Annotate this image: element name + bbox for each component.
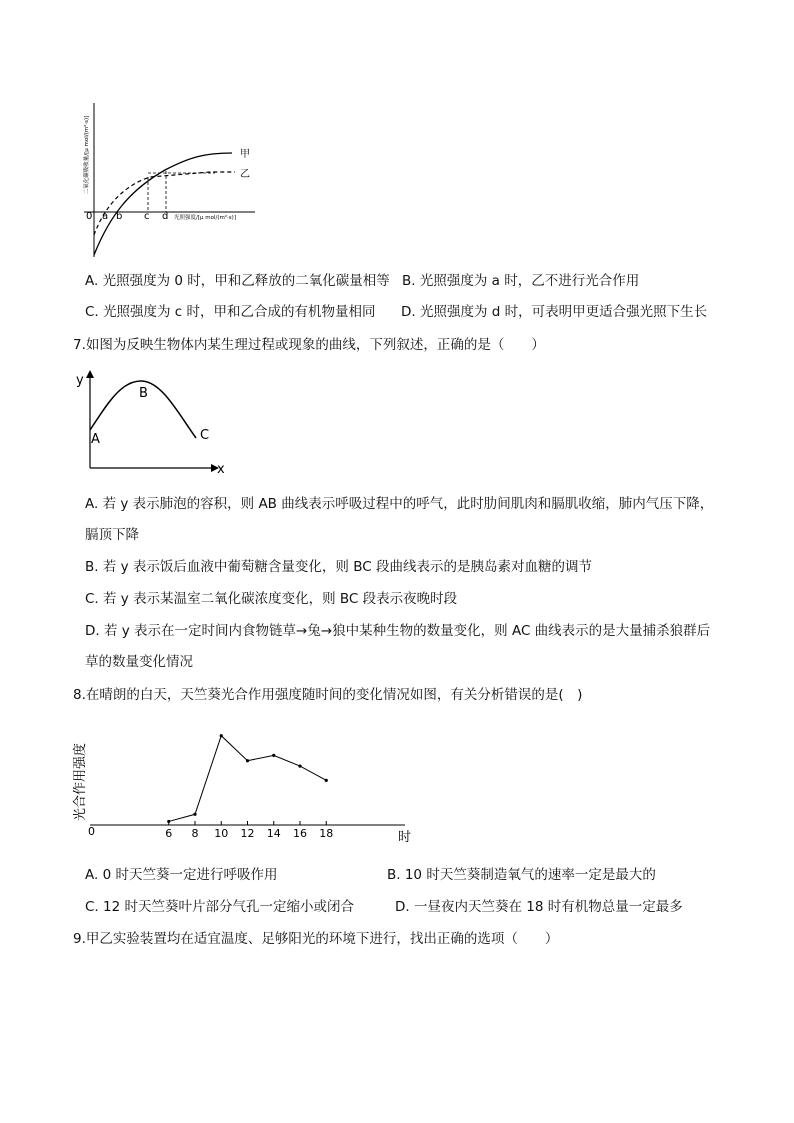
fig6-y-label: 二氧化碳吸收量/[μ mol/(m²·s)] [84, 115, 90, 195]
x-tick-label: 10 [214, 827, 229, 840]
fig8-origin: 0 [88, 825, 95, 838]
q9-stem: 9.甲乙实验装置均在适宜温度、足够阳光的环境下进行，找出正确的选项（ ） [73, 931, 559, 947]
q8-option-d: D. 一昼夜内天竺葵在 18 时有机物总量一定最多 [395, 899, 683, 915]
q8-option-a: A. 0 时天竺葵一定进行呼吸作用 [85, 867, 278, 883]
fig7-point-c: C [200, 428, 210, 443]
data-point [220, 734, 223, 737]
curve-yi [94, 172, 235, 235]
q7-option-d-line1: D. 若 y 表示在一定时间内食物链草→兔→狼中某种生物的数量变化，则 AC 曲线表示的是大量捕杀狼群后 [85, 623, 711, 639]
x-tick-label: 8 [191, 827, 199, 840]
data-point [193, 813, 196, 816]
fig7-point-b: B [139, 386, 148, 401]
x-tick-label: 6 [165, 827, 173, 840]
q7-option-a-line1: A. 若 y 表示肺泡的容积，则 AB 曲线表示呼吸过程中的呼气，此时肋间肌肉和膈肌收缩，肺内气压下降， [85, 496, 714, 512]
q7-option-a-line2: 膈顶下降 [85, 527, 139, 543]
x-tick-label: 16 [293, 827, 307, 840]
curve-jia [94, 153, 232, 255]
q8-option-b: B. 10 时天竺葵制造氧气的速率一定是最大的 [387, 867, 656, 883]
q8-stem: 8.在晴朗的白天，天竺葵光合作用强度随时间的变化情况如图，有关分析错误的是( ) [73, 687, 583, 703]
x-tick-label: 12 [240, 827, 255, 840]
data-point [325, 779, 328, 782]
q8-option-c: C. 12 时天竺葵叶片部分气孔一定缩小或闭合 [85, 899, 354, 915]
q7-stem: 7.如图为反映生物体内某生理过程或现象的曲线，下列叙述，正确的是（ ） [73, 337, 545, 353]
fig6-tick-a: a [102, 211, 109, 222]
fig7-y-label: y [76, 373, 84, 388]
x-tick-label: 18 [319, 827, 334, 840]
fig6-tick-c: c [144, 211, 150, 222]
q7-option-c: C. 若 y 表示某温室二氧化碳浓度变化，则 BC 段表示夜晚时段 [85, 591, 458, 607]
fig6-x-label: 光照强度/[μ mol/(m²·s)] [174, 215, 236, 221]
series-line [169, 736, 327, 822]
fig8-y-label: 光合作用强度 [73, 742, 88, 822]
fig7-point-a: A [91, 432, 100, 447]
fig8-chart [70, 720, 420, 850]
fig6-graph [70, 95, 260, 265]
data-point [298, 764, 301, 767]
data-point [246, 759, 249, 762]
q6-option-a: A. 光照强度为 0 时，甲和乙释放的二氧化碳量相等 [85, 273, 390, 289]
fig6-tick-d: d [162, 211, 169, 222]
fig7-graph [70, 368, 240, 478]
q7-option-d-line2: 草的数量变化情况 [85, 654, 193, 670]
q7-option-b: B. 若 y 表示饭后血液中葡萄糖含量变化，则 BC 段曲线表示的是胰岛素对血糖的调节 [85, 559, 592, 575]
x-tick-label: 14 [266, 827, 281, 840]
q6-option-d: D. 光照强度为 d 时，可表明甲更适合强光照下生长 [401, 304, 708, 320]
fig6-label-yi: 乙 [240, 169, 250, 180]
fig7-x-label: x [217, 462, 225, 477]
q6-option-c: C. 光照强度为 c 时，甲和乙合成的有机物量相同 [85, 304, 376, 320]
q6-option-b: B. 光照强度为 a 时，乙不进行光合作用 [402, 273, 640, 289]
fig6-tick-b: b [116, 211, 123, 222]
fig6-label-jia: 甲 [240, 149, 250, 160]
fig6-origin: 0 [86, 211, 93, 222]
data-point [272, 754, 275, 757]
fig8-x-unit: 时 [398, 830, 412, 845]
